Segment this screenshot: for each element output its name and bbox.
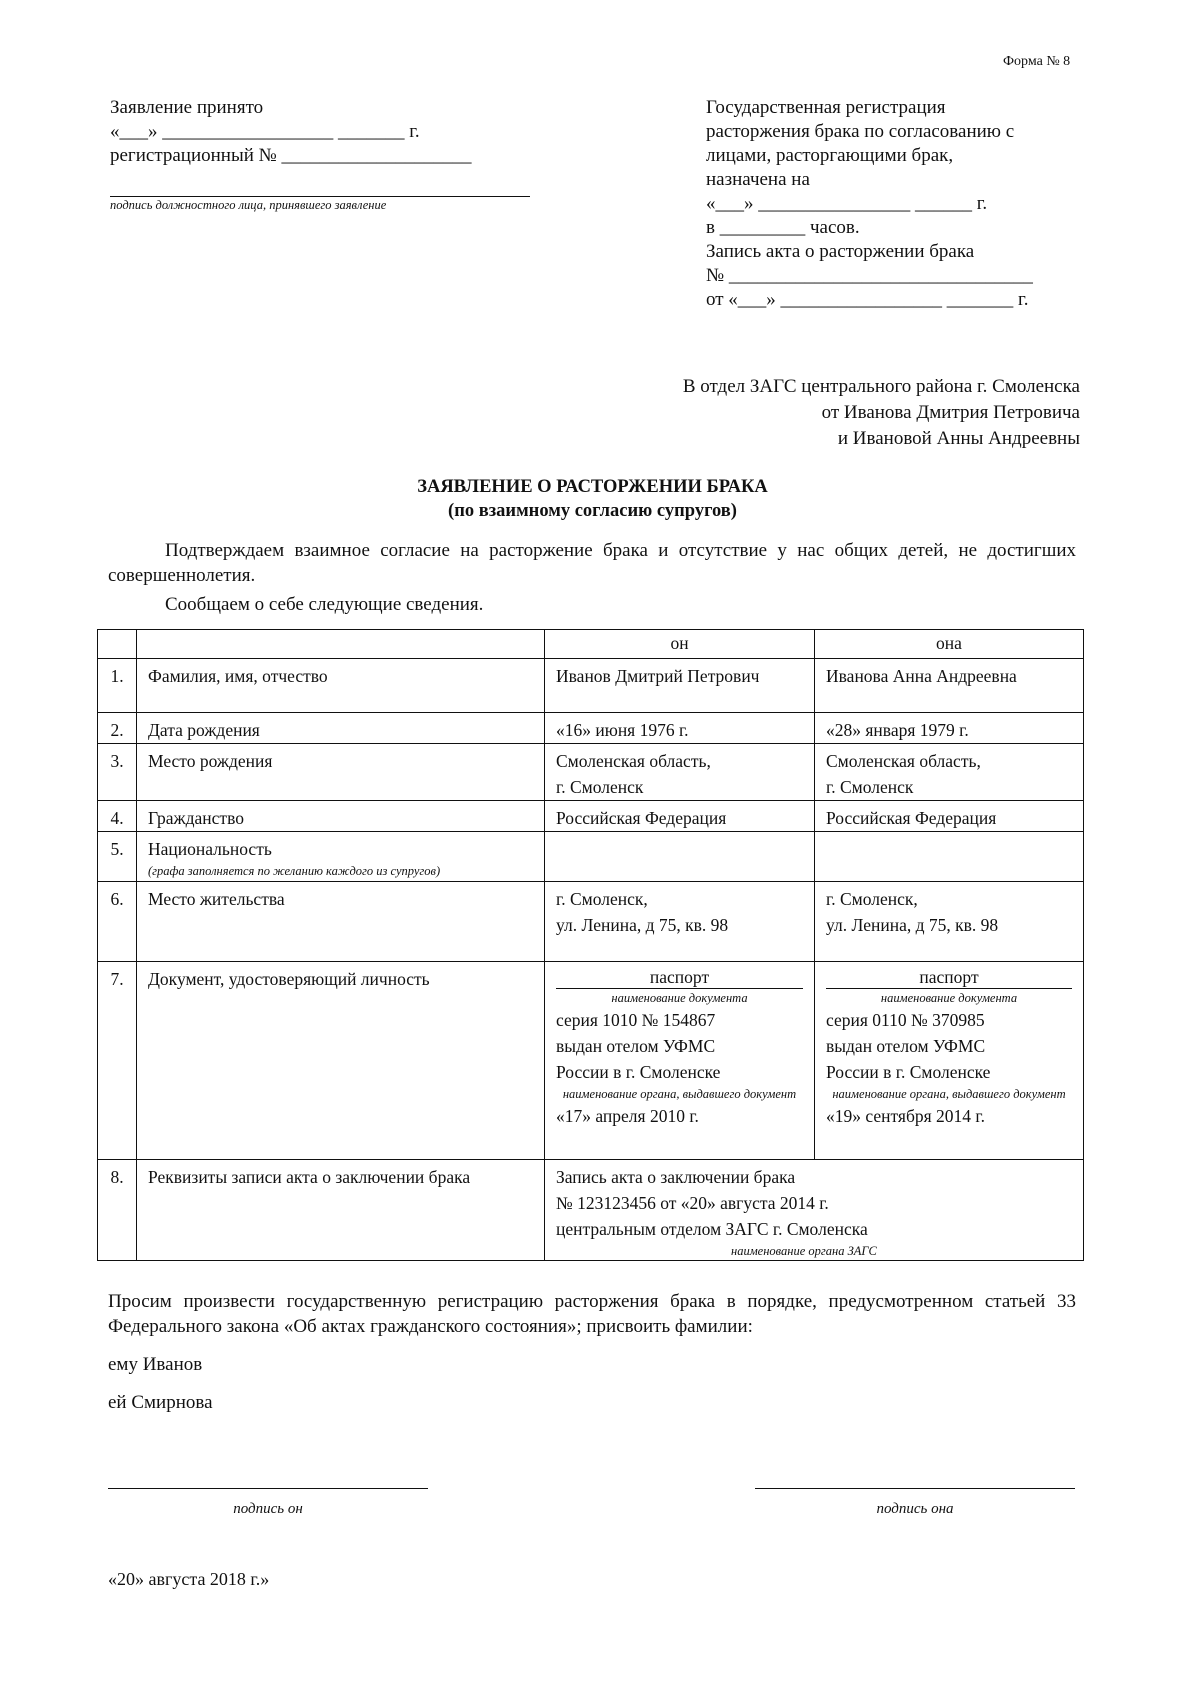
he-document-series: серия 1010 № 154867 [556,1010,716,1030]
application-date: «20» августа 2018 г.» [108,1569,270,1589]
he-document-name: паспорт [556,966,803,989]
document-name-caption: наименование документа [611,991,748,1005]
she-identity-document [815,962,1084,1160]
nationality-note: (графа заполняется по желанию каждого из супругов) [148,864,441,878]
table-row [98,832,1084,882]
row-label: Место рождения [137,744,545,801]
registration-line: в _________ часов. [706,217,860,238]
row-number: 5. [98,832,137,882]
issuer-caption: наименование органа, выдавшего документ [562,1087,797,1101]
table-row [98,1160,1084,1261]
he-issued-by: выдан отелом УФМС [556,1036,716,1056]
she-residence-line: ул. Ленина, д 75, кв. 98 [826,915,999,935]
she-birth-place-line: г. Смоленск [826,777,914,797]
document-title: ЗАЯВЛЕНИЕ О РАСТОРЖЕНИИ БРАКА [417,477,768,497]
table-row [98,744,1084,801]
intro-info-line: Сообщаем о себе следующие сведения. [165,594,484,615]
document-name-caption: наименование документа [880,991,1018,1005]
addressee-office: В отдел ЗАГС центрального района г. Смоленска [682,376,1080,397]
table-row [98,659,1084,713]
he-residence [545,882,815,962]
zags-caption: наименование органа ЗАГС [731,1244,877,1258]
request-paragraph: Просим произвести государственную регистрацию расторжения брака в порядке, предусмотренном статьей 33 Федерального закона «Об актах гражданского состояния»; присвоить фамилии: [108,1291,1076,1337]
marriage-record-line: № 123123456 от «20» августа 2014 г. [556,1193,829,1213]
row-number: 8. [98,1160,137,1261]
row-number: 7. [98,962,137,1160]
document-subtitle: (по взаимному согласию супругов) [448,501,737,521]
table-row [98,713,1084,744]
he-birth-place-line: г. Смоленск [556,777,644,797]
he-nationality [545,832,815,882]
marriage-record-details [545,1160,1084,1261]
official-signature-line [110,196,530,197]
registration-block [706,96,1033,312]
spouse-info-table [97,629,1084,1261]
table-row [98,962,1084,1160]
addressee-block [590,374,1080,452]
registration-line: «___» ________________ ______ г. [706,193,988,214]
she-birth-place [815,744,1084,801]
row-label: Место жительства [137,882,545,962]
she-issued-by: России в г. Смоленске [826,1062,991,1082]
registration-line: от «___» _________________ _______ г. [706,289,1029,310]
row-label: Дата рождения [137,713,545,744]
she-citizenship: Российская Федерация [815,801,1084,832]
official-signature-caption: подпись должностного лица, принявшего заявление [110,198,387,212]
row-number: 3. [98,744,137,801]
he-residence-line: г. Смоленск, [556,889,648,909]
row-label: Реквизиты записи акта о заключении брака [137,1160,545,1261]
acceptance-block [110,96,472,168]
he-birth-place [545,744,815,801]
column-she: она [815,630,1084,659]
addressee-from-her: и Ивановой Анны Андреевны [837,428,1080,449]
she-nationality [815,832,1084,882]
acceptance-title: Заявление принято [110,97,264,118]
she-birth-place-line: Смоленская область, [826,751,981,771]
she-issued-by: выдан отелом УФМС [826,1036,986,1056]
she-document-name: паспорт [826,966,1072,989]
table-header-row [98,630,1084,659]
signature-line-he [108,1488,428,1489]
addressee-from-him: от Иванова Дмитрия Петровича [821,402,1080,423]
table-row [98,801,1084,832]
registration-line: Запись акта о расторжении брака [706,241,975,262]
he-birth-place-line: Смоленская область, [556,751,711,771]
row-number: 1. [98,659,137,713]
table-row [98,882,1084,962]
row-label: Документ, удостоверяющий личность [137,962,545,1160]
registration-number-line: регистрационный № ____________________ [110,145,472,166]
registration-line: Государственная регистрация [706,97,946,118]
marriage-record-line: центральным отделом ЗАГС г. Смоленска [556,1219,868,1239]
she-document-series: серия 0110 № 370985 [826,1010,985,1030]
she-full-name: Иванова Анна Андреевна [815,659,1084,713]
registration-line: назначена на [706,169,810,190]
surname-him: ему Иванов [108,1354,203,1375]
row-label: Гражданство [137,801,545,832]
he-identity-document [545,962,815,1160]
he-issue-date: «17» апреля 2010 г. [556,1106,699,1126]
form-number: Форма № 8 [1003,54,1071,69]
signature-caption-he: подпись он [233,1501,303,1517]
she-residence-line: г. Смоленск, [826,889,918,909]
row-label: Национальность [148,839,272,859]
registration-line: № ________________________________ [706,265,1033,286]
issuer-caption: наименование органа, выдавшего документ [832,1087,1066,1101]
row-number: 2. [98,713,137,744]
registration-line: лицами, расторгающими брак, [706,145,954,166]
row-label-nationality [137,832,545,882]
surname-her: ей Смирнова [108,1392,213,1413]
row-number: 4. [98,801,137,832]
he-issued-by: России в г. Смоленске [556,1062,721,1082]
he-residence-line: ул. Ленина, д 75, кв. 98 [556,915,729,935]
he-full-name: Иванов Дмитрий Петрович [545,659,815,713]
row-label: Фамилия, имя, отчество [137,659,545,713]
she-issue-date: «19» сентября 2014 г. [826,1106,985,1126]
she-residence [815,882,1084,962]
registration-line: расторжения брака по согласованию с [706,121,1015,142]
he-birth-date: «16» июня 1976 г. [545,713,815,744]
acceptance-date-line: «___» __________________ _______ г. [110,121,420,142]
she-birth-date: «28» января 1979 г. [815,713,1084,744]
marriage-record-line: Запись акта о заключении брака [556,1167,796,1187]
he-citizenship: Российская Федерация [545,801,815,832]
signature-line-she [755,1488,1075,1489]
signature-caption-she: подпись она [876,1501,954,1517]
row-number: 6. [98,882,137,962]
intro-paragraph: Подтверждаем взаимное согласие на расторжение брака и отсутствие у нас общих детей, не достигших совершеннолетия. [108,540,1076,586]
column-he: он [545,630,815,659]
